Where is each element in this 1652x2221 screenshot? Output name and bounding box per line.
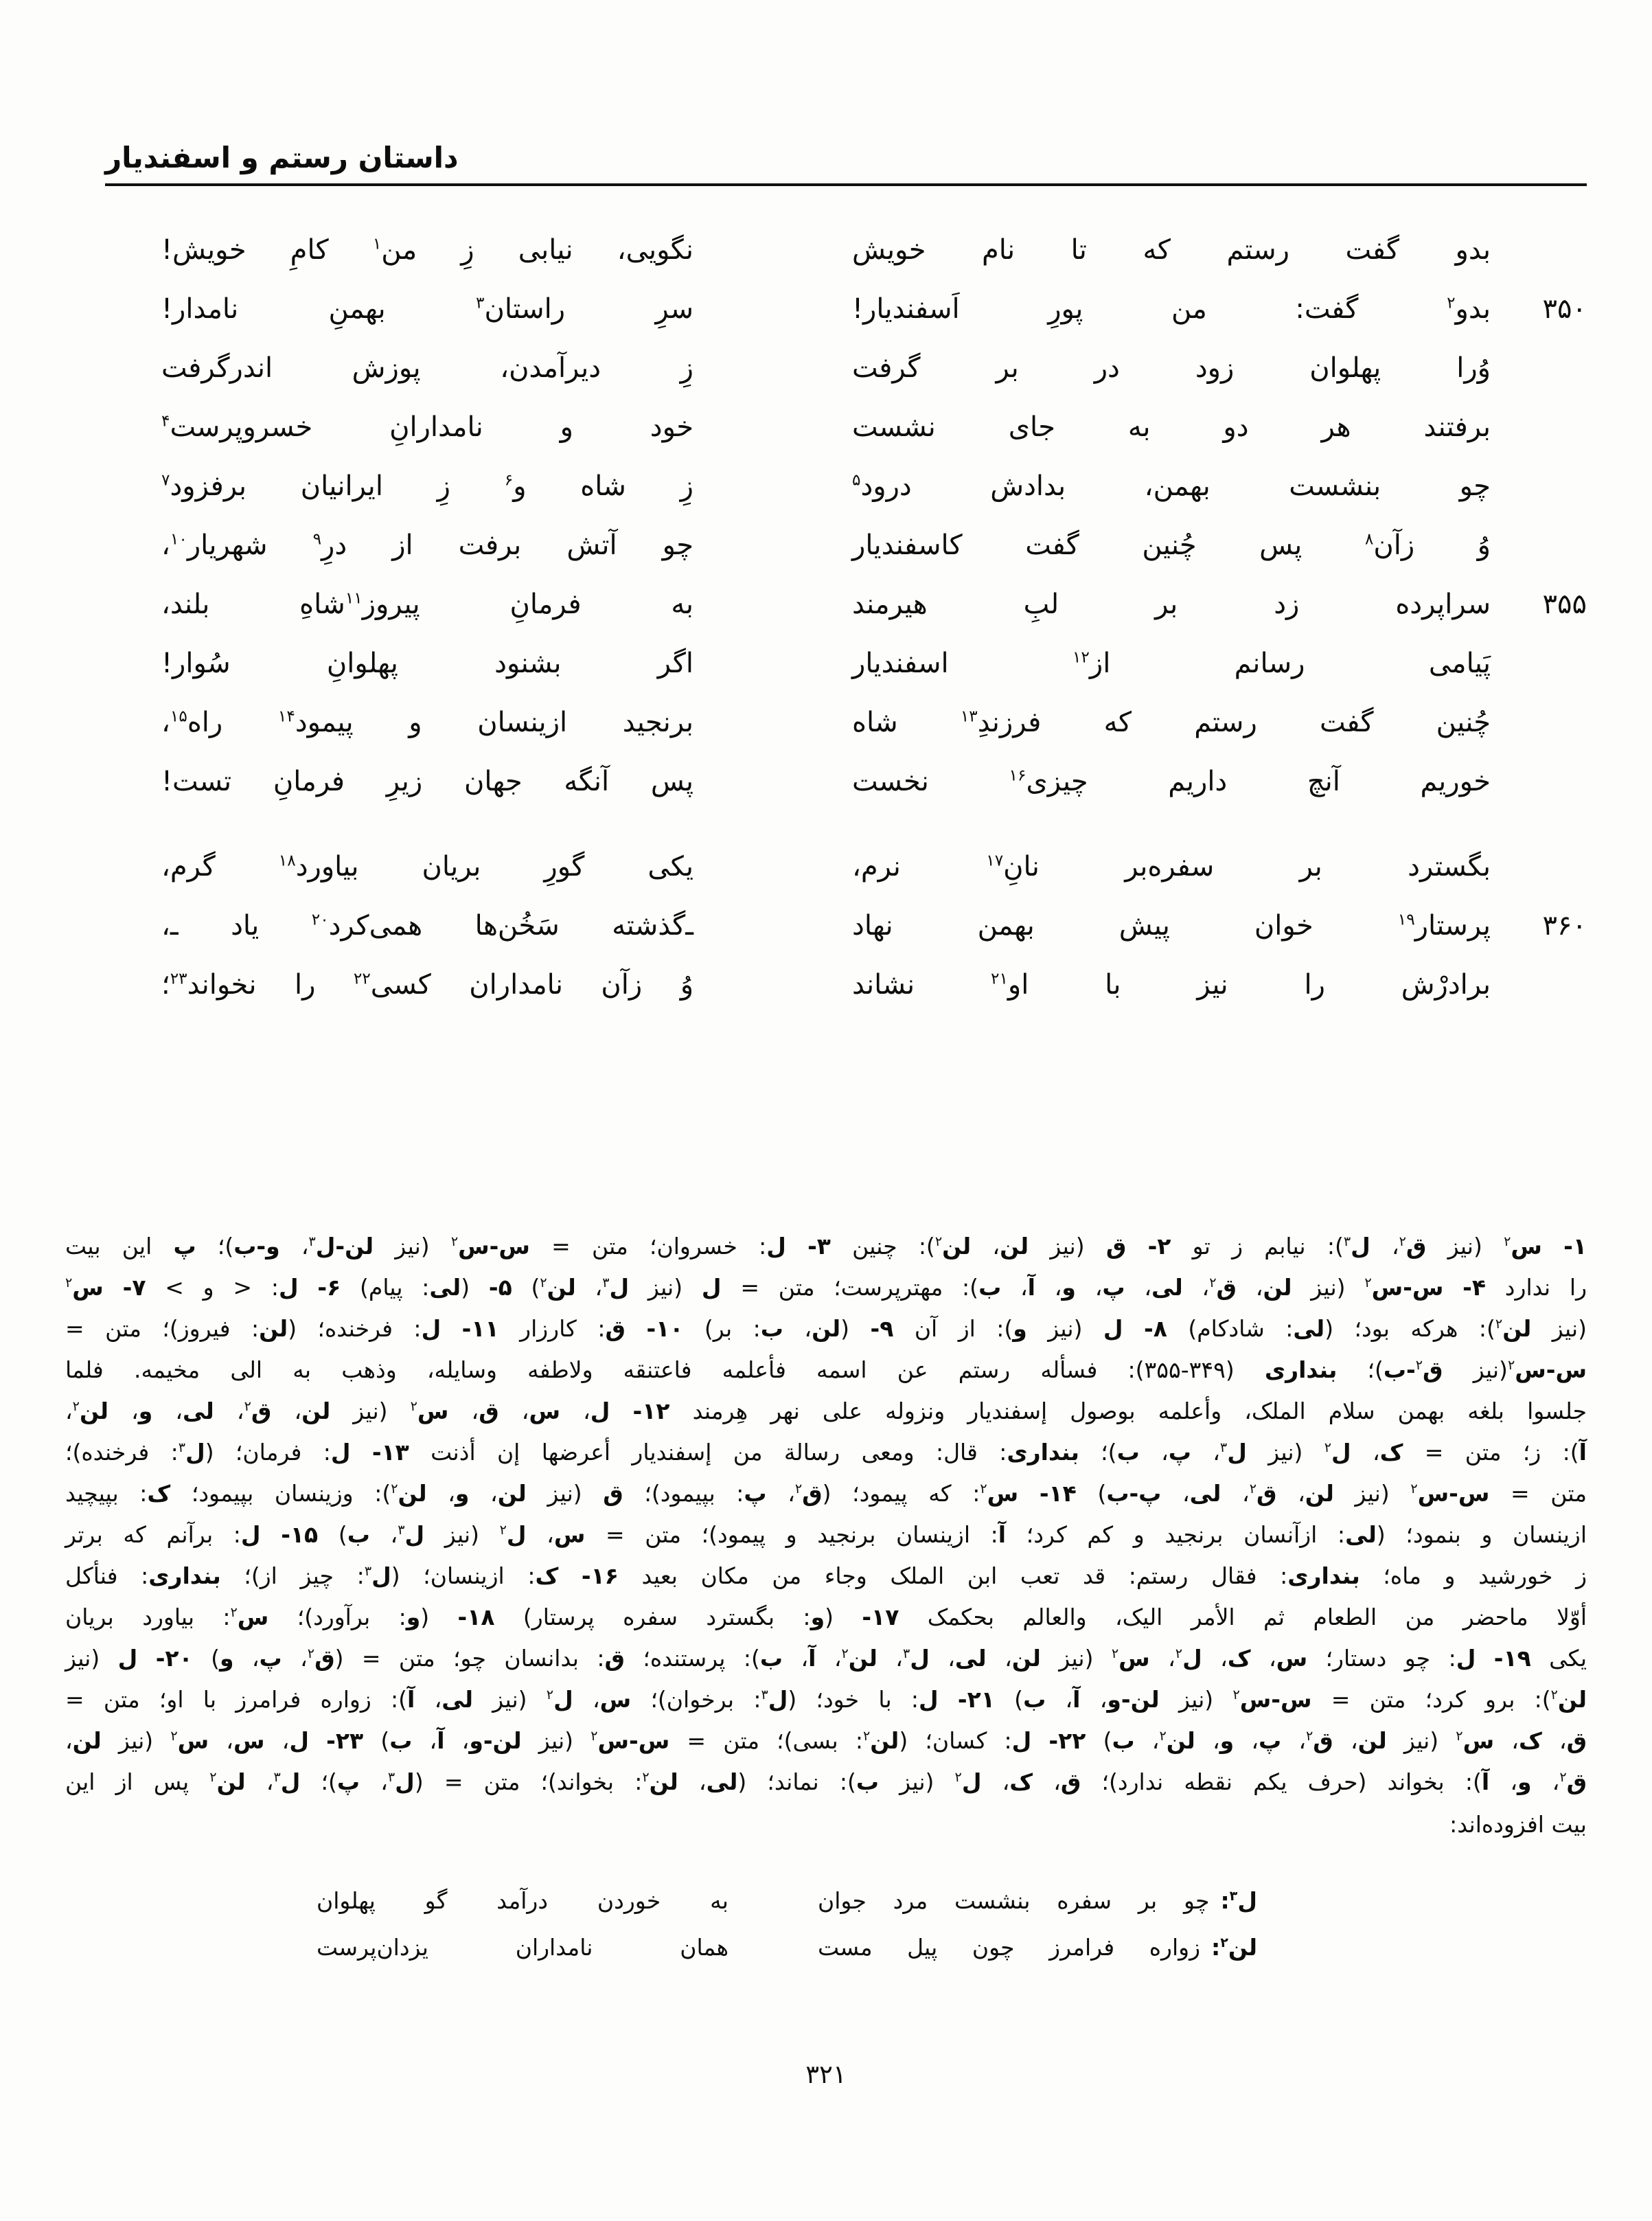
added-verses-block [65,1877,1587,1970]
footnote-ref: ۳ [387,1769,395,1786]
page-footer [0,2060,1652,2089]
footnote-ref: ۱ [372,235,382,254]
hemistich-first: چو بنشست بهمن، بدادش درود$^۵$ [852,470,1491,503]
hemistich-second: برنجید ازینسان و پیمود$^{۱۴}$ راه$^{۱۵}$، [161,707,693,739]
footnote-ref: ۲ [954,1769,962,1786]
verse-row [65,693,1587,752]
footnote-ref: ۲ [1209,1275,1217,1291]
footnote-ref: ۲ [1324,1439,1332,1456]
footnote-ref: ۲ [1111,1645,1119,1662]
verse-number: ۳۵۵ [1542,589,1587,621]
footnote-ref: ۲ [794,1481,803,1497]
critical-apparatus [65,1226,1587,1845]
footnote-ref: ۳ [273,1769,281,1786]
verse-row [65,398,1587,457]
footnote-ref: ۲ [1306,1728,1313,1744]
hemistich-first: چُنین گفت رستم که فرزندِ$^{۱۳}$ شاه [852,707,1491,739]
added-hemistich-first: زواره فرامرز چون پیل مست [818,1933,1201,1961]
footnote-ref: ۲ [209,1769,217,1786]
header-rule [105,183,1587,186]
footnote-ref: ۲۱ [990,970,1008,989]
footnote-ref: ۲۰ [311,911,329,930]
footnote-ref: ۲ [1447,294,1456,313]
footnote-ref: ۳ [1229,1887,1238,1904]
footnote-ref: ۲ [499,1522,507,1538]
hemistich-second: نگویی، نیابی زِ من$^۱$ کامِ خویش! [161,234,693,266]
apparatus-line: متن = س-س$^۲$ (نیز لن، ق$^۲$، لی، پ-ب) ۱۴- س$^۲$: که پیمود؛ (ق$^۲$، پ: بپیمود)؛ ق (نیز لن، و، لن$^۲$): وزینسان بپیمود؛ ک: بپیچید [65,1480,1587,1507]
hemistich-second: زِ دیرآمدن، پوزش اندرگرفت [161,352,693,385]
hemistich-first: پَیامی رسانم از$^{۱۲}$ اسفندیار [852,648,1491,680]
footnote-ref: ۲ [980,1481,987,1497]
manuscript-siglum: ل$^۳$: [1220,1887,1257,1914]
hemistich-first: پرستار$^{۱۹}$ خوان پیش بهمن نهاد [852,910,1491,942]
footnote-ref: ۲ [170,1728,178,1744]
hemistich-second: سرِ راستان$^۳$ بهمنِ نامدار! [161,293,693,326]
hemistich-first: بدو گفت رستم که تا نام خویش [852,234,1491,266]
footnote-ref: ۶ [504,471,514,490]
verse-row [65,634,1587,693]
footnote-ref: ۲ [1495,1316,1503,1332]
footnote-ref: ۲ [1415,1357,1423,1374]
verse-row [65,575,1587,634]
hemistich-second: زِ شاه و$^۶$ زِ ایرانیان برفزود$^۷$ [161,470,693,503]
footnote-ref: ۲ [1559,1769,1567,1786]
footnote-ref: ۲ [1410,1481,1418,1497]
footnote-ref: ۲ [244,1398,251,1415]
footnote-ref: ۲ [450,1233,459,1250]
footnote-ref: ۲ [410,1398,417,1415]
footnote-ref: ۳ [308,1233,316,1250]
manuscript-siglum: لن$^۲$: [1211,1933,1257,1961]
hemistich-first: سراپرده زد بر لبِ هیرمند [852,589,1491,621]
footnote-ref: ۲ [841,1645,849,1662]
added-hemistich-second: به خوردن درآمد گو پهلوان [317,1887,729,1914]
apparatus-closing-line: بیت افزوده‌اند: [1449,1811,1587,1838]
footnote-ref: ۲ [1175,1645,1183,1662]
apparatus-line: ق، ک، س$^۲$ (نیز لن، ق$^۲$، پ، و، لن$^۲$، ب) ۲۲- ل: کسان؛ (لن$^۲$: بسی)؛ متن = س-س$^۲$ (نیز لن-و، آ، ب) ۲۳- ل، س، س$^۲$ (نیز لن، [65,1727,1587,1755]
hemistich-second: اگر بشنود پهلوانِ سُوار! [161,648,693,680]
footnote-ref: ۱۸ [278,852,296,871]
added-first-hemistich-cell [818,1887,1257,1914]
footnote-ref: ۲ [1232,1687,1240,1703]
footnote-ref: ۲ [72,1398,80,1415]
footnote-ref: ۳ [602,1275,610,1291]
footnote-ref: ۱۰ [170,530,187,549]
verse-number: ۳۵۰ [1542,293,1587,326]
apparatus-line: را ندارد ۴- س-س$^۲$ (نیز لن، ق$^۲$، لی، پ، و، آ، ب): مهترپرست؛ متن = ل (نیز ل$^۳$، لن$^۲$) ۵- (لی: پیام) ۶- ل: < و > ۷- س$^۲$ [65,1274,1587,1301]
verse-row [65,955,1587,1014]
footnote-ref: ۲ [1504,1233,1511,1250]
footnote-ref: ۳ [761,1687,768,1703]
verse-row [65,837,1587,896]
hemistich-second: چو آتش برفت از درِ$^۹$ شهریار$^{۱۰}$، [161,529,694,562]
footnote-ref: ۴ [161,412,170,431]
footnote-ref: ۲ [1364,1275,1372,1291]
footnote-ref: ۳ [902,1645,910,1662]
footnote-ref: ۱۷ [986,852,1004,871]
verse-row [65,457,1587,516]
apparatus-line: ز خورشید و ماه؛ بنداری: فقال رستم: قد تعب ابن الملک وجاء من مکان بعید ۱۶- ک: ازینسان؛ (ل$^۳$: چیز از)؛ بنداری: فنأکل [65,1562,1587,1590]
apparatus-line: ۱- س$^۲$ (نیز ق$^۲$، ل$^۳$): نیابم ز تو ۲- ق (نیز لن، لن$^۲$): چنین ۳- ل: خسروان؛ متن = س-س$^۲$ (نیز لن-ل$^۳$، و-ب)؛ پ این بیت [65,1233,1587,1260]
footnote-ref: ۲۳ [170,970,187,989]
footnote-ref: ۱۴ [277,707,295,727]
hemistich-first: برفتند هر دو به جای نشست [852,411,1491,444]
apparatus-line: س-س$^۲$(نیز ق$^۲$-ب)؛ بنداری (۳۴۹-۳۵۵): فسأله رستم عن اسمه فأعلمه فاعتنقه ولاطفه وسایله، وذهب به الی مخیمه. فلما [65,1356,1587,1384]
page-header [65,0,1587,186]
footnote-ref: ۱۲ [1072,648,1090,668]
hemistich-second: به فرمانِ پیروز$^{۱۱}$شاهِ بلند، [161,589,693,621]
hemistich-second: ـ‌گذشته سَخُن‌ها همی‌کرد$^{۲۰}$ یاد ـ، [161,910,693,942]
apparatus-line: ازینسان و بنمود؛ (لی: ازآنسان برنجید و کم کرد؛ آ: ازینسان برنجید و پیمود)؛ متن = س، ل$^۲$ (نیز ل$^۳$، ب) ۱۵- ل: برآنم که برتر [65,1521,1587,1549]
footnote-ref: ۲ [642,1769,650,1786]
footnote-ref: ۲۲ [353,970,371,989]
footnote-ref: ۲ [1456,1728,1463,1744]
verse-row [65,752,1587,811]
hemistich-first: برادرْش را نیز با او$^{۲۱}$ نشاند [852,969,1491,1001]
verse-row [65,896,1587,955]
verse-number: ۳۶۰ [1542,910,1587,942]
hemistich-first: بدو$^۲$ گفت: من پورِ اَسفندیار! [852,293,1491,326]
running-title: داستان رستم و اسفندیار [105,141,459,174]
footnote-ref: ۱۳ [960,707,978,727]
verse-row [65,280,1587,339]
footnote-ref: ۲ [307,1645,315,1662]
page-number: ۳۲۱ [805,2060,847,2089]
footnote-ref: ۳ [364,1563,372,1580]
hemistich-second: وُ زآن نامداران کسی$^{۲۲}$ را نخواند$^{۲۳}$؛ [161,969,694,1001]
apparatus-line: أوّلا ماحضر من الطعام ثم الأمر الیک، والعالم بحکمک ۱۷- (و: بگسترد سفره پرستار) ۱۸- (و: برآورد)؛ س$^۲$: بیاورد بریان [65,1604,1587,1631]
apparatus-line: لن$^۲$): برو کرد؛ متن = س-س$^۲$ (نیز لن-و، آ، ب) ۲۱- ل: با خود؛ (ل$^۳$: برخوان)؛ س، ل$^۲$ (نیز لی، آ): زواره فرامرز با او؛ متن = [65,1686,1587,1713]
footnote-ref: ۲ [1399,1233,1406,1250]
added-first-hemistich-cell [818,1934,1257,1961]
footnote-ref: ۲ [1220,1934,1228,1950]
hemistich-second: پس آنگه جهان زیرِ فرمانِ تست! [161,766,693,798]
footnote-ref: ۲ [862,1728,871,1744]
verse-row [65,220,1587,280]
apparatus-lines [65,1226,1587,1803]
hemistich-second: یکی گورِ بریان بیاورد$^{۱۸}$ گرم، [161,851,693,883]
hemistich-first: بگسترد بر سفره‌بر نانِ$^{۱۷}$ نرم، [852,851,1491,883]
apparatus-line: (نیز لن$^۲$): هرکه بود؛ (لی: شادکام) ۸- ل (نیز و): از آن ۹- (لن، ب: بر) ۱۰- ق: کارزار ۱۱- ل: فرخنده؛ (لن: فیروز)؛ متن = [65,1315,1587,1343]
apparatus-line: یکی ۱۹- ل: چو دستار؛ س، ک، ل$^۲$، س$^۲$ (نیز لن، لی، ل$^۳$، لن$^۲$، آ، ب): پرستنده؛ ق: بدانسان چو؛ متن = (ق$^۲$، پ، و) ۲۰- ل (نیز [65,1645,1587,1672]
added-hemistich-second: همان نامداران یزدان‌پرست [317,1933,729,1961]
hemistich-first: خوریم آنچ داریم چیزی$^{۱۶}$ نخست [852,766,1491,798]
footnote-ref: ۳ [178,1439,186,1456]
hemistich-first: وُرا پهلوان زود در بر گرفت [852,352,1491,385]
footnote-ref: ۳ [1219,1439,1228,1456]
verse-row [65,339,1587,398]
added-verse-row [65,1924,1587,1970]
hemistich-first: وُ زآن$^۸$ پس چُنین گفت کاسفندیار [852,529,1491,562]
apparatus-line: ق$^۲$، و، آ): بخواند (حرف یکم نقطه ندارد)؛ ق، ک، ل$^۲$ (نیز ب): نماند؛ (لی، لن$^۲$: بخواند)؛ متن = (ل$^۳$، پ)؛ ل$^۳$، لن$^۲$ پس از این [65,1768,1587,1796]
footnote-ref: ۲ [1159,1728,1167,1744]
apparatus-line: آ): ز؛ متن = ک، ل$^۲$ (نیز ل$^۳$، پ، ب)؛ بنداری: قال: ومعی رسالة من إسفندیار أعرضها إن أذنت ۱۳- ل: فرمان؛ (ل$^۳$: فرخنده)؛ [65,1439,1587,1466]
footnote-ref: ۳ [476,294,485,313]
footnote-ref: ۱۱ [345,589,363,608]
footnote-ref: ۲ [1507,1357,1515,1374]
verse-row [65,516,1587,575]
added-verse-row [65,1877,1587,1924]
footnote-ref: ۲ [1249,1481,1257,1497]
footnote-ref: ۲ [1550,1687,1558,1703]
footnote-ref: ۱۹ [1397,911,1415,930]
footnote-ref: ۱۵ [170,707,187,727]
footnote-ref: ۲ [540,1275,547,1291]
footnote-ref: ۹ [312,530,322,549]
footnote-ref: ۳ [398,1522,405,1538]
apparatus-line: جلسوا بلغه بهمن سلام الملک، وأعلمه بوصول إسفندیار ونزوله علی نهر هِرمند ۱۲- ل، س، ق، س$^۲$ (نیز لن، ق$^۲$، لی، و، لن$^۲$، [65,1398,1587,1425]
footnote-ref: ۲ [391,1481,398,1497]
footnote-ref: ۲ [934,1233,943,1250]
footnote-ref: ۲ [590,1728,598,1744]
footnote-ref: ۱۶ [1009,766,1026,786]
hemistich-second: خود و نامدارانِ خسروپرست$^۴$ [161,411,693,444]
verse-block [65,220,1587,1014]
footnote-ref: ۲ [230,1604,238,1621]
footnote-ref: ۲ [65,1275,73,1291]
footnote-ref: ۵ [852,471,861,490]
added-hemistich-first: چو بر سفره بنشست مرد جوان [818,1887,1210,1914]
footnote-ref: ۷ [161,471,170,490]
footnote-ref: ۳ [1343,1233,1351,1250]
footnote-ref: ۸ [1364,530,1374,549]
footnote-ref: ۲ [546,1687,554,1703]
